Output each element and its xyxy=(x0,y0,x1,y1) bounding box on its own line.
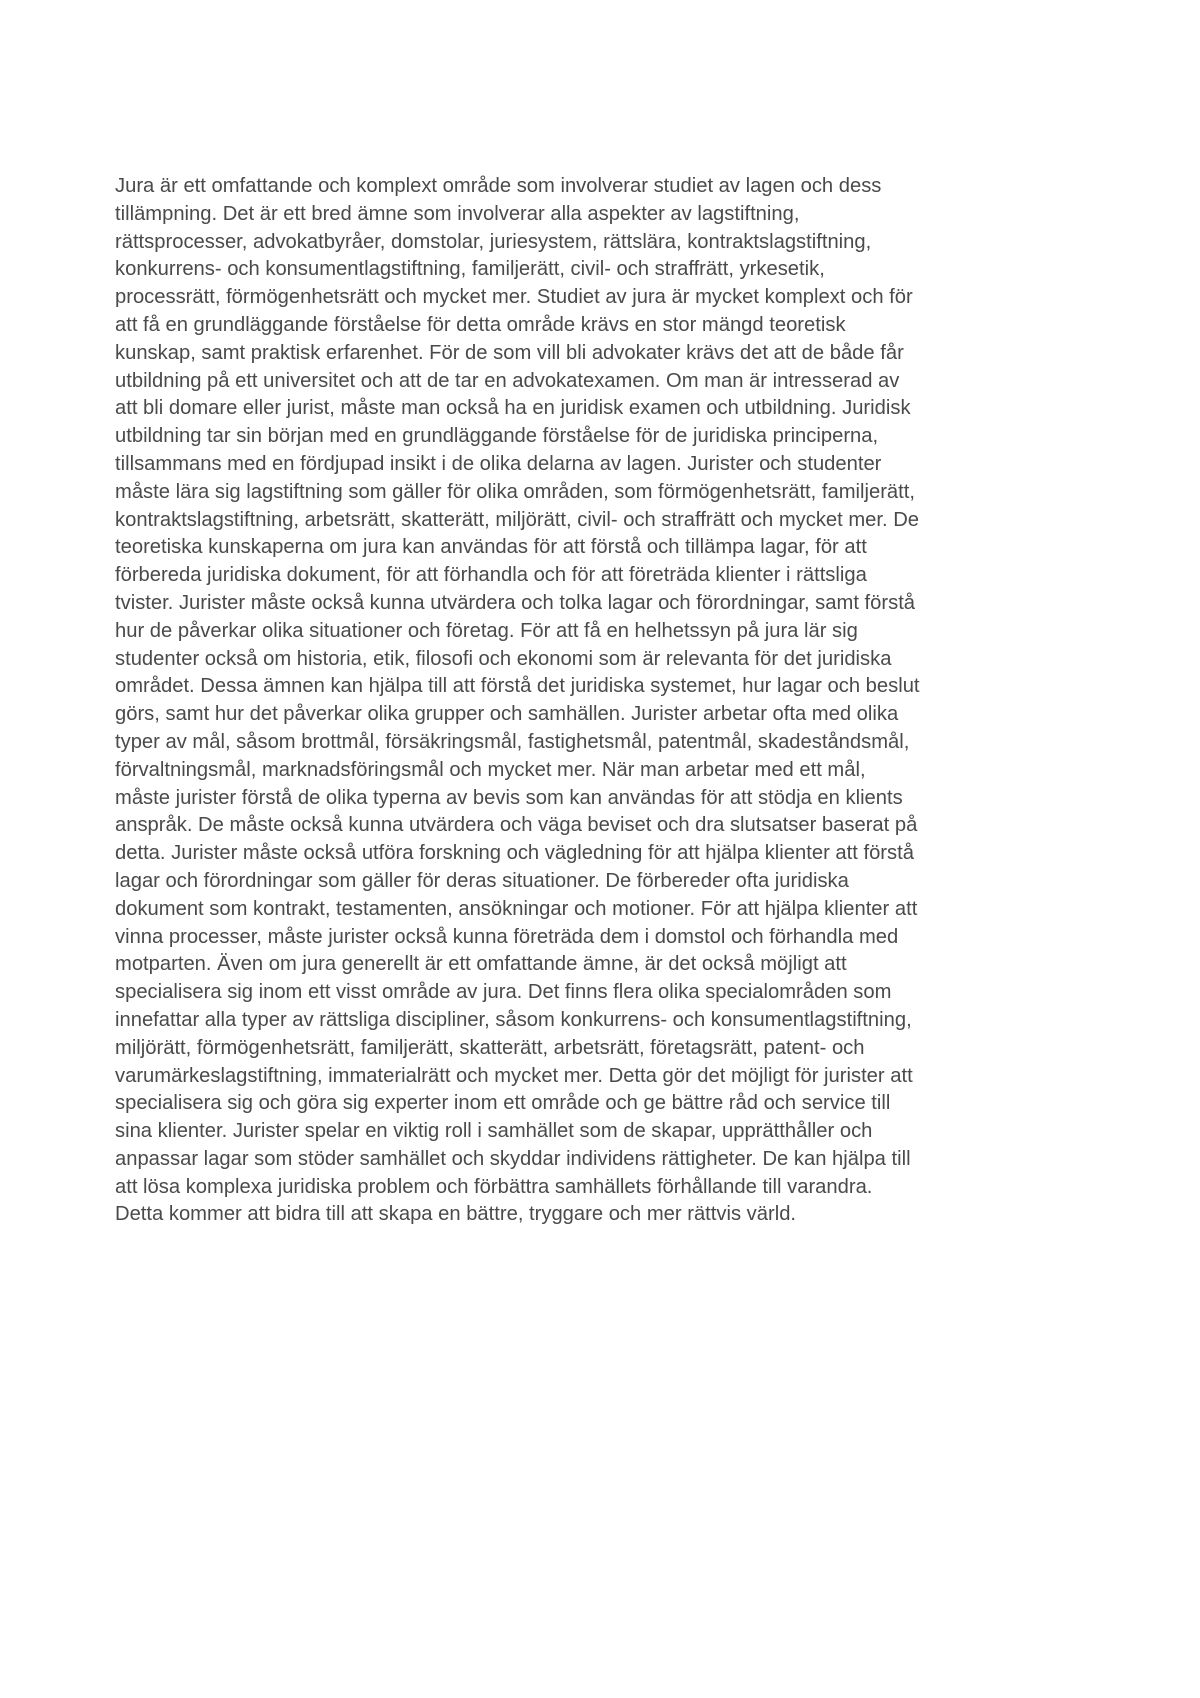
text-line: rättsprocesser, advokatbyråer, domstolar, juriesystem, rättslära, kontraktslagstiftning, xyxy=(115,230,872,253)
text-line: görs, samt hur det påverkar olika grupper och samhällen. Jurister arbetar ofta med olika xyxy=(115,703,899,726)
text-line: varumärkeslagstiftning, immaterialrätt och mycket mer. Detta gör det möjligt för jurister att xyxy=(115,1064,913,1087)
text-line: kunskap, samt praktisk erfarenhet. För de som vill bli advokater krävs det att de både får xyxy=(115,341,904,364)
text-line: förvaltningsmål, marknadsföringsmål och mycket mer. När man arbetar med ett mål, xyxy=(115,758,866,781)
text-line: att lösa komplexa juridiska problem och förbättra samhällets förhållande till varandra. xyxy=(115,1175,873,1198)
text-line: motparten. Även om jura generellt är ett omfattande ämne, är det också möjligt att xyxy=(115,953,847,976)
text-line: sina klienter. Jurister spelar en viktig roll i samhället som de skapar, upprätthåller och xyxy=(115,1120,873,1143)
text-line: specialisera sig inom ett visst område av jura. Det finns flera olika specialområden som xyxy=(115,981,892,1004)
text-line: vinna processer, måste jurister också kunna företräda dem i domstol och förhandla med xyxy=(115,925,899,948)
text-line: Jura är ett omfattande och komplext område som involverar studiet av lagen och dess xyxy=(115,175,882,197)
text-line: att få en grundläggande förståelse för detta område krävs en stor mängd teoretisk xyxy=(115,313,846,336)
text-line: detta. Jurister måste också utföra forskning och vägledning för att hjälpa klienter att förstå xyxy=(115,842,914,865)
text-line: kontraktslagstiftning, arbetsrätt, skatterätt, miljörätt, civil- och straffrätt och mycket mer. De xyxy=(115,508,920,531)
text-line: teoretiska kunskaperna om jura kan användas för att förstå och tillämpa lagar, för att xyxy=(115,536,867,559)
text-line: dokument som kontrakt, testamenten, ansökningar och motioner. För att hjälpa klienter att xyxy=(115,897,918,920)
text-line: tillsammans med en fördjupad insikt i de olika delarna av lagen. Jurister och studenter xyxy=(115,452,882,475)
text-line: konkurrens- och konsumentlagstiftning, familjerätt, civil- och straffrätt, yrkesetik, xyxy=(115,258,825,281)
text-line: miljörätt, förmögenhetsrätt, familjerätt, skatterätt, arbetsrätt, företagsrätt, patent- och xyxy=(115,1036,865,1059)
text-line: lagar och förordningar som gäller för deras situationer. De förbereder ofta juridiska xyxy=(115,869,849,892)
text-line: processrätt, förmögenhetsrätt och mycket mer. Studiet av jura är mycket komplext och för xyxy=(115,286,913,309)
text-line: hur de påverkar olika situationer och företag. För att få en helhetssyn på jura lär sig xyxy=(115,619,858,642)
text-line: typer av mål, såsom brottmål, försäkringsmål, fastighetsmål, patentmål, skadeståndsmål, xyxy=(115,730,910,753)
text-line: innefattar alla typer av rättsliga discipliner, såsom konkurrens- och konsumentlagstiftning, xyxy=(115,1008,912,1031)
text-line: utbildning på ett universitet och att de tar en advokatexamen. Om man är intresserad av xyxy=(115,369,900,392)
text-line: anspråk. De måste också kunna utvärdera och väga beviset och dra slutsatser baserat på xyxy=(115,814,918,837)
text-line: anpassar lagar som stöder samhället och skyddar individens rättigheter. De kan hjälpa till xyxy=(115,1147,911,1170)
text-line: förbereda juridiska dokument, för att förhandla och för att företräda klienter i rättsliga xyxy=(115,564,867,587)
text-line: att bli domare eller jurist, måste man också ha en juridisk examen och utbildning. Juridisk xyxy=(115,397,911,420)
text-line: specialisera sig och göra sig experter inom ett område och ge bättre råd och service till xyxy=(115,1092,891,1115)
text-line: tillämpning. Det är ett bred ämne som involverar alla aspekter av lagstiftning, xyxy=(115,202,800,225)
text-line: utbildning tar sin början med en grundläggande förståelse för de juridiska principerna, xyxy=(115,425,879,448)
body-paragraph xyxy=(115,173,1105,1229)
text-line: studenter också om historia, etik, filosofi och ekonomi som är relevanta för det juridiska xyxy=(115,647,892,670)
text-line: Detta kommer att bidra till att skapa en bättre, tryggare och mer rättvis värld. xyxy=(115,1203,797,1226)
text-line: tvister. Jurister måste också kunna utvärdera och tolka lagar och förordningar, samt förstå xyxy=(115,591,916,614)
text-line: området. Dessa ämnen kan hjälpa till att förstå det juridiska systemet, hur lagar och beslut xyxy=(115,675,920,698)
text-line: måste jurister förstå de olika typerna av bevis som kan användas för att stödja en klients xyxy=(115,786,903,809)
text-line: måste lära sig lagstiftning som gäller för olika områden, som förmögenhetsrätt, familjerätt, xyxy=(115,480,915,503)
